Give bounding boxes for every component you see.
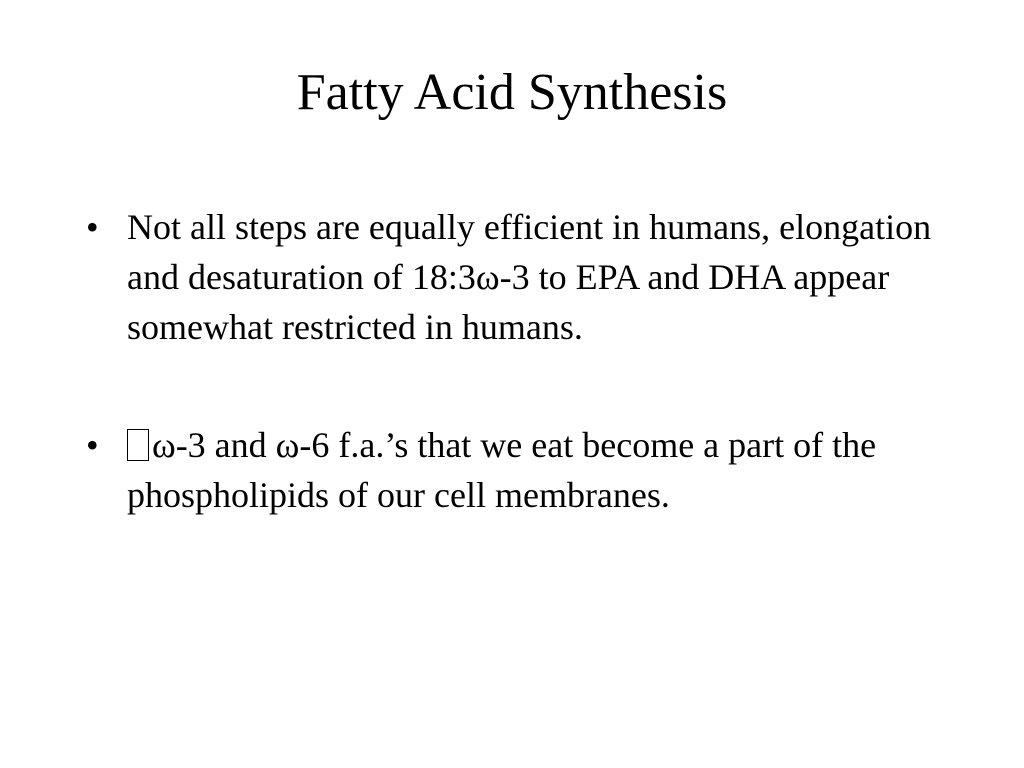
bullet-marker: •: [86, 207, 99, 247]
missing-glyph-box: [127, 429, 149, 461]
bullet-item: [86, 202, 956, 352]
bullet-list: [86, 202, 956, 588]
bullet-item: [86, 420, 956, 520]
slide-title: Fatty Acid Synthesis: [296, 64, 728, 121]
bullet-marker: •: [86, 425, 99, 465]
bullet-text: Not all steps are equally efficient in humans, elongation and desaturation of 18:3ω-3 to EPA and DHA appear somewhat restricted in humans.: [127, 207, 932, 347]
bullet-text: ω-3 and ω-6 f.a.’s that we eat become a part of the phospholipids of our cell membranes.: [127, 425, 877, 515]
